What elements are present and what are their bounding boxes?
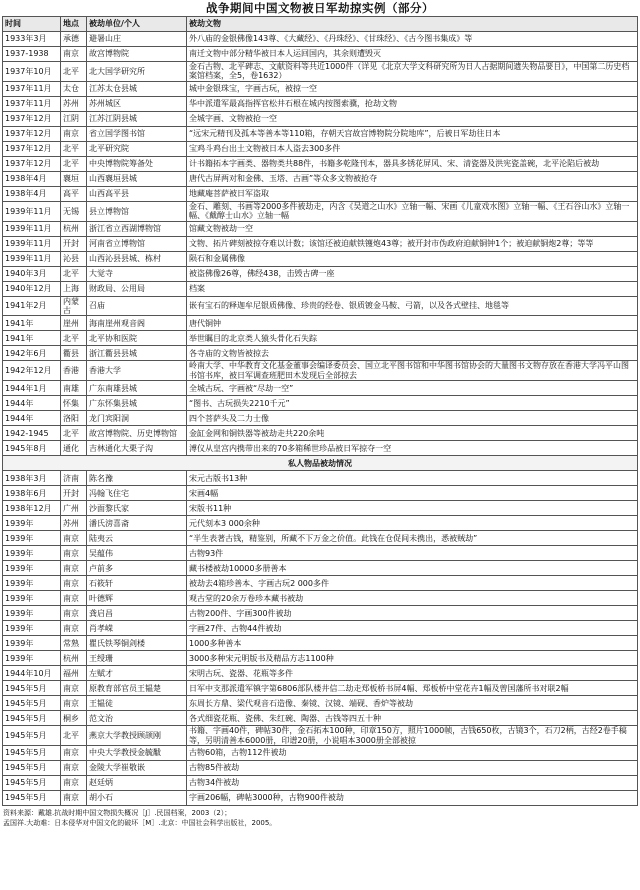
cell-time: 1942年6月 [3,346,61,361]
cell-place: 苏州 [61,96,87,111]
cell-time: 1940年12月 [3,281,61,296]
table-row [3,236,638,251]
cell-unit: 王绶珊 [87,651,187,666]
table-row [3,111,638,126]
table-row [3,776,638,791]
cell-items: 被劫去4箱珍善本、字画古玩2 000多件 [187,576,638,591]
cell-time: 1939年 [3,606,61,621]
cell-unit: 江苏江阴县城 [87,111,187,126]
cell-unit: 龙门宾阳洞 [87,411,187,426]
cell-place: 南京 [61,696,87,711]
cell-place: 无锡 [61,201,87,221]
cell-items: 古物60箱，古物112件被劫 [187,746,638,761]
cell-unit: 燕京大学教授顾颉刚 [87,726,187,746]
cell-unit: 左赋才 [87,666,187,681]
cell-items: 华中派遣军最高指挥官松井石根在城内按图索骥，抢劫文物 [187,96,638,111]
cell-time: 1940年3月 [3,266,61,281]
cell-place: 南京 [61,606,87,621]
cell-unit: 中央大学教授金毓黻 [87,746,187,761]
cell-time: 1939年 [3,621,61,636]
table-row [3,331,638,346]
cell-items: 举世瞩目的北京类人猿头骨化石失踪 [187,331,638,346]
cell-place: 上海 [61,281,87,296]
cell-time: 1944年10月 [3,666,61,681]
cell-items: 3000多种宋元明版书及精品方志1100种 [187,651,638,666]
cell-place: 北平 [61,266,87,281]
table-row [3,62,638,82]
cell-unit: 范文治 [87,711,187,726]
cell-items: 地藏庵菩萨被日军盗取 [187,186,638,201]
cell-place: 北平 [61,156,87,171]
cell-time: 1937年12月 [3,156,61,171]
cell-time: 1939年 [3,591,61,606]
cell-place: 南京 [61,776,87,791]
cell-place: 北平 [61,331,87,346]
cell-unit: 北大国学研究所 [87,62,187,82]
cell-place: 怀集 [61,396,87,411]
cell-unit: 山西襄垣县城 [87,171,187,186]
cell-items: 宋画4幅 [187,486,638,501]
table-row [3,486,638,501]
cell-time: 1938年12月 [3,501,61,516]
cell-place: 南京 [61,681,87,696]
cell-place: 南京 [61,531,87,546]
cell-items: 外八庙的金银佛像143尊、《大藏经》、《丹珠经》、《甘珠经》、《古今图书集成》等 [187,32,638,47]
cell-unit: 大觉寺 [87,266,187,281]
cell-items: 各式细瓷花瓶、瓷佛、朱红碗、陶器、古钱等四五十种 [187,711,638,726]
cell-items: 金石、雕刻、书画等2000多件被劫走，内含《吴道之山水》立轴一幅、宋画《儿童戏水图》立轴一幅、《王石谷山水》立轴一幅、《戴醇士山水》立轴一幅 [187,201,638,221]
cell-time: 1944年 [3,396,61,411]
cell-unit: 吉林通化大栗子沟 [87,441,187,456]
cell-place: 承德 [61,32,87,47]
cell-items: 宝鸡斗鸡台出土文物被日本人盗去300多件 [187,141,638,156]
cell-items: 嵌有宝石的释迦牟尼银质佛像、珍贵的经卷、银质镀金马鞍、弓箭，以及各式壁挂、地毯等 [187,296,638,316]
cell-time: 1945年5月 [3,726,61,746]
cell-time: 1944年1月 [3,381,61,396]
cell-place: 南京 [61,761,87,776]
cell-place: 常熟 [61,636,87,651]
cell-unit: 县立博物馆 [87,201,187,221]
cell-items: 古物200件、字画300件被劫 [187,606,638,621]
cell-time: 1939年 [3,651,61,666]
cell-unit: 召庙 [87,296,187,316]
cell-items: 1000多种善本 [187,636,638,651]
cell-place: 香港 [61,361,87,381]
table-row [3,411,638,426]
table-row [3,531,638,546]
table-row [3,96,638,111]
cell-items: 古物85件被劫 [187,761,638,776]
table-row [3,696,638,711]
cell-place: 济南 [61,471,87,486]
cell-unit: 金陵大学崔敬嵌 [87,761,187,776]
cell-items: 金缸金网和铜铁器等被劫走共220余吨 [187,426,638,441]
cell-place: 江阴 [61,111,87,126]
table-row [3,606,638,621]
cell-unit: 广东怀集县城 [87,396,187,411]
cell-unit: 冯翰飞住宅 [87,486,187,501]
cell-time: 1939年11月 [3,221,61,236]
cell-unit: 北平研究院 [87,141,187,156]
cell-unit: 苏州城区 [87,96,187,111]
cell-time: 1939年 [3,516,61,531]
cell-time: 1945年5月 [3,791,61,806]
table-row [3,186,638,201]
table-row [3,346,638,361]
table-row [3,576,638,591]
cell-time: 1937年10月 [3,62,61,82]
cell-time: 1937年12月 [3,111,61,126]
table-row [3,171,638,186]
table-row [3,666,638,681]
cell-time: 1941年 [3,331,61,346]
cell-unit: 山西沁县县城、栋村 [87,251,187,266]
table-row [3,156,638,171]
header-row [3,17,638,32]
cell-place: 北平 [61,141,87,156]
cell-time: 1937年12月 [3,126,61,141]
cell-unit: 原教育部官员王韫楚 [87,681,187,696]
cell-items: 档案 [187,281,638,296]
cell-time: 1945年5月 [3,761,61,776]
cell-place: 南京 [61,126,87,141]
cell-items: 岭南大学、中华教育文化基金董事会编译委员会、国立北平图书馆和中华图书馆协会的大量图书文物存放在香港大学冯平山图书馆书库，被日军调查班肥田木发现后全部掠去 [187,361,638,381]
cell-items: 宋元古版书13种 [187,471,638,486]
cell-items: 四个菩萨头及二力士像 [187,411,638,426]
cell-time: 1945年5月 [3,681,61,696]
cell-unit: 瞿氏铁琴铜剑楼 [87,636,187,651]
cell-items: 日军中支那派遣军镇字第6806部队楼井信二劫走郑板桥书屏4幅、郑板桥中堂花卉1幅及曾国藩所书对联2幅 [187,681,638,696]
cell-unit: 江苏太仓县城 [87,81,187,96]
cell-place: 南雄 [61,381,87,396]
table-row [3,296,638,316]
cell-unit: 北平协和医院 [87,331,187,346]
table-row [3,516,638,531]
cell-unit: 沙面黎氏家 [87,501,187,516]
cell-place: 南京 [61,746,87,761]
cell-items: 南迁文物中部分精华被日本人运回国内，其余则遭毁灭 [187,47,638,62]
source-line-2: 孟国祥.大劫难：日本侵华对中国文化的破坏［M］.北京：中国社会科学出版社，2005。 [3,819,277,828]
cell-time: 1939年 [3,576,61,591]
cell-time: 1945年5月 [3,696,61,711]
cell-place: 高平 [61,186,87,201]
cell-unit: 香港大学 [87,361,187,381]
cell-place: 杭州 [61,221,87,236]
table-row [3,761,638,776]
cell-unit: 故宫博物院、历史博物馆 [87,426,187,441]
header-time: 时间 [3,17,61,32]
cell-unit: 海南崖州观音阁 [87,316,187,331]
cell-time: 1945年8月 [3,441,61,456]
cell-unit: 中央博物院筹备处 [87,156,187,171]
header-unit: 被劫单位/个人 [87,17,187,32]
table-row [3,221,638,236]
cell-unit: 赵廷炳 [87,776,187,791]
cell-place: 广州 [61,501,87,516]
cell-time: 1939年 [3,546,61,561]
cell-time: 1938年6月 [3,486,61,501]
cell-items: 宋版书11种 [187,501,638,516]
cell-time: 1942-1945 [3,426,61,441]
table-row [3,81,638,96]
cell-items: 宋明古玩、瓷器、花瓶等多件 [187,666,638,681]
cell-unit: 卢前多 [87,561,187,576]
looting-table [2,16,638,806]
header-place: 地点 [61,17,87,32]
cell-unit: 财政局、公用局 [87,281,187,296]
cell-time: 1939年 [3,531,61,546]
cell-place: 崖州 [61,316,87,331]
cell-unit: 河南省立博物馆 [87,236,187,251]
cell-time: 1942年12月 [3,361,61,381]
table-row [3,471,638,486]
cell-items: 城中金银珠宝，字画古玩，被掠一空 [187,81,638,96]
cell-place: 南京 [61,621,87,636]
cell-time: 1937年12月 [3,141,61,156]
table-row [3,32,638,47]
table-row [3,381,638,396]
cell-items: 观古堂的20余万卷珍本藏书被劫 [187,591,638,606]
cell-place: 杭州 [61,651,87,666]
cell-items: 各寺庙的文物皆被掠去 [187,346,638,361]
cell-place: 洛阳 [61,411,87,426]
cell-time: 1944年 [3,411,61,426]
cell-time: 1933年3月 [3,32,61,47]
cell-time: 1938年3月 [3,471,61,486]
table-row [3,636,638,651]
cell-unit: 石筱轩 [87,576,187,591]
cell-items: 字画206幅，碑帖3000种，古物900件被劫 [187,791,638,806]
cell-items: 全城古玩、字画被“尽劫一空” [187,381,638,396]
table-row [3,441,638,456]
cell-time: 1939年 [3,561,61,576]
source-line-1: 资料来源：戴雄.抗战时期中国文物损失概况［J］.民国档案，2003（2）； [3,809,232,818]
cell-unit: 陈名豫 [87,471,187,486]
cell-time: 1939年11月 [3,251,61,266]
cell-place: 南京 [61,591,87,606]
cell-items: 东周长方鼎、梁代观音石造像、秦镜、汉镜、端砚、香炉等被劫 [187,696,638,711]
cell-items: 馆藏文物被劫一空 [187,221,638,236]
table-row [3,251,638,266]
cell-unit: 浙江衢县县城 [87,346,187,361]
cell-time: 1937年11月 [3,96,61,111]
cell-unit: 故宫博物院 [87,47,187,62]
cell-place: 南京 [61,47,87,62]
header-items: 被劫文物 [187,17,638,32]
cell-time: 1937年11月 [3,81,61,96]
table-row [3,316,638,331]
cell-items: 字画27件、古物44件被劫 [187,621,638,636]
table-row [3,746,638,761]
table-row [3,141,638,156]
cell-place: 通化 [61,441,87,456]
cell-place: 襄垣 [61,171,87,186]
cell-place: 苏州 [61,516,87,531]
table-row [3,791,638,806]
cell-items: 古物34件被劫 [187,776,638,791]
cell-place: 太仓 [61,81,87,96]
table-row [3,266,638,281]
document-title: 战争期间中国文物被日军劫掠实例（部分） [206,1,434,15]
cell-items: 古物93件 [187,546,638,561]
cell-place: 南京 [61,561,87,576]
table-row [3,396,638,411]
table-row [3,546,638,561]
cell-time: 1939年11月 [3,201,61,221]
cell-items: 被盗佛像26尊，佛经438，击毁古碑一座 [187,266,638,281]
table-row [3,711,638,726]
cell-items: 全城字画、文物被抢一空 [187,111,638,126]
cell-items: “半生表著古钱，精鉴别，所藏不下万金之价值。此钱在仓促间未携出，悉被贼劫” [187,531,638,546]
table-row [3,561,638,576]
cell-unit: 浙江省立西湖博物馆 [87,221,187,236]
table-row [3,47,638,62]
cell-unit: 避暑山庄 [87,32,187,47]
cell-time: 1945年5月 [3,776,61,791]
cell-items: “远宋元精刊及孤本等善本等110箱，存朝天宫故宫博物院分院地库”，后被日军劫往日本 [187,126,638,141]
cell-unit: 吴蕴伟 [87,546,187,561]
private-section-label: 私人物品被劫情况 [3,456,638,471]
cell-time: 1945年5月 [3,711,61,726]
cell-items: “图书、古玩损失2210千元” [187,396,638,411]
cell-items: 文物、拓片碑刻被掠夺难以计数；该馆还被迫献铁镬炮43尊；被开封市伪政府迫献铜钟1个；被迫献铜炮2尊；等等 [187,236,638,251]
cell-unit: 省立国学图书馆 [87,126,187,141]
table-row [3,126,638,141]
cell-place: 衢县 [61,346,87,361]
cell-unit: 王韫徒 [87,696,187,711]
cell-unit: 山西高平县 [87,186,187,201]
cell-place: 开封 [61,486,87,501]
cell-time: 1941年 [3,316,61,331]
table-row [3,426,638,441]
cell-place: 沁县 [61,251,87,266]
table-row [3,726,638,746]
cell-items: 计书籍拓本字画类、器物类共88件，书籍多乾隆刊本，器具多锈花屏风、宋、清瓷器及洪宪瓷盖碗，北平沦陷后被劫 [187,156,638,171]
cell-unit: 龚启昌 [87,606,187,621]
source-note [2,808,638,828]
cell-time: 1941年2月 [3,296,61,316]
cell-unit: 潘氏滂喜斋 [87,516,187,531]
table-row [3,681,638,696]
cell-unit: 广东南雄县城 [87,381,187,396]
table-row [3,591,638,606]
table-row [3,501,638,516]
cell-unit: 胡小石 [87,791,187,806]
cell-place: 南京 [61,546,87,561]
cell-time: 1938年4月 [3,171,61,186]
section-row [3,456,638,471]
cell-time: 1945年5月 [3,746,61,761]
cell-time: 1938年4月 [3,186,61,201]
cell-time: 1939年11月 [3,236,61,251]
cell-unit: 陆夷云 [87,531,187,546]
cell-items: 元代刻本3 000余种 [187,516,638,531]
cell-place: 北平 [61,726,87,746]
cell-place: 开封 [61,236,87,251]
table-row [3,651,638,666]
cell-unit: 叶德辉 [87,591,187,606]
cell-place: 北平 [61,62,87,82]
cell-place: 南京 [61,576,87,591]
cell-time: 1939年 [3,636,61,651]
cell-items: 书籍、字画40件，碑帖30件，金石拓本100种，印章150方，照片1000帧，古钱650枚，古镜3个，石刀2柄，古经2卷手稿等，另明清善本6000册，印谱20册，小说唱本3000册全部被掠 [187,726,638,746]
cell-time: 1937-1938 [3,47,61,62]
cell-items: 陨石和金属佛像 [187,251,638,266]
cell-items: 金石古物、北平碑志、文献资料等共近1000件（详见《北京大学文科研究所为日人占据期间遗失物品要目》，中国第二历史档案馆档案，全5，卷1632） [187,62,638,82]
table-row [3,621,638,636]
cell-items: 唐代古屏两对和金佛、玉塔、古画”等众多文物被抢夺 [187,171,638,186]
cell-place: 福州 [61,666,87,681]
cell-place: 内蒙古 [61,296,87,316]
cell-place: 南京 [61,791,87,806]
table-row [3,281,638,296]
table-row [3,201,638,221]
cell-items: 溥仪从皇宫内携带出来的70多箱稀世珍品被日军掠夺一空 [187,441,638,456]
cell-items: 唐代铜钟 [187,316,638,331]
cell-unit: 肖孝嵘 [87,621,187,636]
cell-place: 北平 [61,426,87,441]
cell-place: 桐乡 [61,711,87,726]
cell-items: 藏书楼被劫10000多册善本 [187,561,638,576]
table-row [3,361,638,381]
